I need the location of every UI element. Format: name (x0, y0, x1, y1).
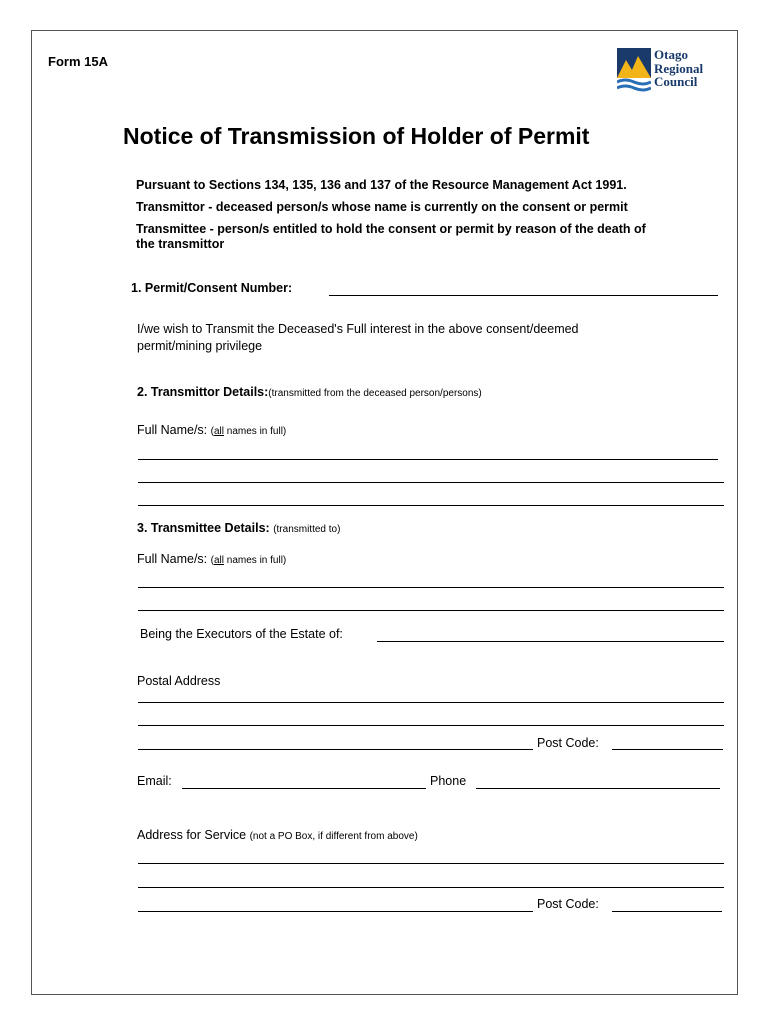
transmittee-definition-line2: the transmittor (136, 237, 225, 251)
transmittor-heading: 2. Transmittor Details:(transmitted from the deceased person/persons) (137, 385, 482, 399)
statement-line2: permit/mining privilege (137, 339, 263, 353)
transmittee-heading: 3. Transmittee Details: (transmitted to) (137, 521, 341, 535)
phone-field[interactable] (476, 788, 720, 789)
transmittor-definition: Transmittor - deceased person/s whose name is currently on the consent or permit (136, 200, 628, 214)
postcode-field[interactable] (612, 749, 723, 750)
transmittor-fullname-label: Full Name/s: (all names in full) (137, 423, 287, 437)
postal-address-field-3[interactable] (138, 749, 533, 750)
form-page (31, 30, 738, 995)
form-number: Form 15A (48, 54, 108, 69)
page-title: Notice of Transmission of Holder of Permit (123, 123, 590, 149)
service-postcode-field[interactable] (612, 911, 722, 912)
postal-address-field-2[interactable] (138, 725, 724, 726)
otago-regional-council-logo (617, 48, 727, 94)
postal-address-label: Postal Address (137, 674, 221, 688)
service-address-field-1[interactable] (138, 863, 724, 864)
logo-wordmark: Otago Regional Council (654, 47, 704, 89)
statement-line1: I/we wish to Transmit the Deceased's Full interest in the above consent/deemed (137, 322, 579, 336)
email-label: Email: (137, 774, 172, 788)
phone-label: Phone (430, 774, 467, 788)
service-address-note: (not a PO Box, if different from above) (249, 831, 418, 842)
postal-address-field-1[interactable] (138, 702, 724, 703)
transmittor-name-field-3[interactable] (138, 505, 724, 506)
pursuant-text: Pursuant to Sections 134, 135, 136 and 137 of the Resource Management Act 1991. (136, 178, 627, 192)
executors-label: Being the Executors of the Estate of: (140, 627, 343, 641)
transmittor-name-field-2[interactable] (138, 482, 724, 483)
transmittee-note: (transmitted to) (273, 524, 341, 535)
email-field[interactable] (182, 788, 426, 789)
service-address-field-3[interactable] (138, 911, 533, 912)
mountain-waves-icon (617, 48, 651, 94)
transmittor-name-field-1[interactable] (138, 459, 718, 460)
transmittee-definition-line1: Transmittee - person/s entitled to hold the consent or permit by reason of the death of (136, 222, 646, 236)
permit-number-field[interactable] (329, 295, 718, 296)
service-address-label: Address for Service (not a PO Box, if different from above) (137, 828, 418, 842)
service-postcode-label: Post Code: (537, 897, 599, 911)
permit-number-label: 1. Permit/Consent Number: (131, 281, 293, 295)
transmittee-name-field-2[interactable] (138, 610, 724, 611)
postcode-label: Post Code: (537, 736, 599, 750)
service-address-field-2[interactable] (138, 887, 724, 888)
executors-estate-field[interactable] (377, 641, 724, 642)
transmittee-name-field-1[interactable] (138, 587, 724, 588)
transmittor-note: (transmitted from the deceased person/persons) (268, 388, 482, 399)
transmittee-fullname-label: Full Name/s: (all names in full) (137, 552, 287, 566)
